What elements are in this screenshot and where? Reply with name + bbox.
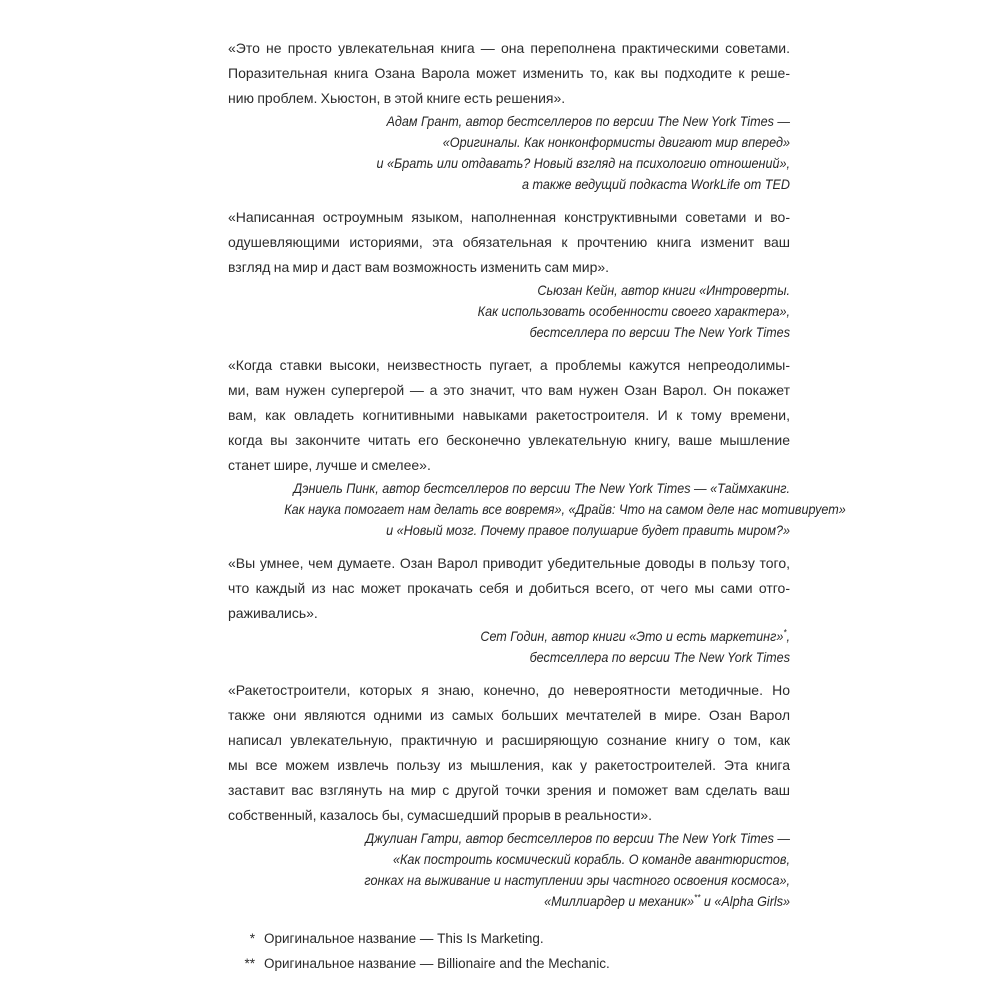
- reviews-section: [228, 36, 846, 922]
- attribution-line: Дэниель Пинк, автор бестселлеров по версии The New York Times — «Таймхакинг.: [293, 480, 790, 496]
- quote-line: «Это не просто увлекательная книга — она переполнена практическими советами.: [228, 40, 790, 56]
- footnote-marker: **: [244, 956, 255, 971]
- review-attribution: [284, 280, 790, 343]
- attribution-line: и «Новый мозг. Почему правое полушарие будет править миром?»: [386, 522, 790, 538]
- review-attribution: [284, 111, 790, 195]
- review-quote: [228, 205, 790, 280]
- review-quote: [228, 353, 790, 478]
- review-attribution: [284, 478, 846, 541]
- quote-line: заставит вас взглянуть на мир с другой точки зрения и поможет вам сделать ваш: [228, 782, 790, 798]
- review-block: [228, 36, 790, 195]
- quote-line: ми, вам нужен супергерой — а это значит, что вам нужен Озан Варол. Он покажет: [228, 382, 790, 398]
- quote-line: написал увлекательную, практичную и расширяющую сознание книгу о том, как: [228, 732, 790, 748]
- footnotes: [228, 926, 790, 976]
- attribution-line: «Как построить космический корабль. О команде авантюристов,: [393, 851, 790, 867]
- attribution-line: Адам Грант, автор бестселлеров по версии The New York Times —: [386, 113, 790, 129]
- quote-line: нию проблем. Хьюстон, в этой книге есть решения».: [228, 90, 566, 106]
- quote-line: станет шире, лучше и смелее».: [228, 457, 431, 473]
- review-attribution: [284, 828, 790, 912]
- quote-line: вам, как овладеть когнитивными навыками ракетостроителя. И к тому времени,: [228, 407, 790, 423]
- quote-line: взгляд на мир и даст вам возможность изменить сам мир».: [228, 259, 610, 275]
- attribution-line: Сьюзан Кейн, автор книги «Интроверты.: [537, 282, 790, 298]
- quote-line: «Написанная остроумным языком, наполненная конструктивными советами и во-: [228, 209, 790, 225]
- review-quote: [228, 678, 790, 828]
- quote-line: «Вы умнее, чем думаете. Озан Варол приводит убедительные доводы в пользу того,: [228, 555, 790, 571]
- quote-line: Поразительная книга Озана Варола может изменить то, как вы подходите к реше-: [228, 65, 790, 81]
- attribution-line: Сет Годин, автор книги «Это и есть маркетинг»*,: [480, 627, 790, 644]
- review-quote: [228, 36, 790, 111]
- review-block: [228, 551, 790, 668]
- quote-line: «Ракетостроители, которых я знаю, конечно, до невероятности методичные. Но: [228, 682, 790, 698]
- footnote-item: [228, 951, 790, 976]
- quote-line: что каждый из нас может прокачать себя и добиться всего, от чего мы сами отго-: [228, 580, 790, 596]
- footnote-item: [228, 926, 790, 951]
- attribution-line: «Оригиналы. Как нонконформисты двигают мир вперед»: [442, 134, 790, 150]
- review-block: [228, 353, 846, 541]
- footnote-text: Оригинальное название — Billionaire and the Mechanic.: [264, 956, 610, 971]
- quote-line: раживались».: [228, 605, 318, 621]
- quote-line: собственный, казалось бы, сумасшедший прорыв в реальности».: [228, 807, 653, 823]
- attribution-line: гонках на выживание и наступлении эры частного освоения космоса»,: [364, 872, 790, 888]
- quote-line: «Когда ставки высоки, неизвестность пугает, а проблемы кажутся непреодолимы-: [228, 357, 790, 373]
- footnote-text: Оригинальное название — This Is Marketing.: [264, 931, 544, 946]
- attribution-line: «Миллиардер и механик»** и «Alpha Girls»: [544, 892, 790, 909]
- review-block: [228, 678, 790, 912]
- attribution-line: бестселлера по версии The New York Times: [529, 324, 790, 340]
- review-attribution: [284, 626, 790, 668]
- review-block: [228, 205, 790, 343]
- quote-line: когда вы закончите читать его бесконечно увлекательную книгу, ваше мышление: [228, 432, 790, 448]
- attribution-line: а также ведущий подкаста WorkLife от TED: [522, 176, 790, 192]
- footnote-marker: *: [249, 931, 255, 946]
- review-quote: [228, 551, 790, 626]
- attribution-line: и «Брать или отдавать? Новый взгляд на психологию отношений»,: [376, 155, 790, 171]
- quote-line: также они являются одними из самых больших мечтателей в мире. Озан Варол: [228, 707, 790, 723]
- attribution-line: бестселлера по версии The New York Times: [529, 649, 790, 665]
- quote-line: одушевляющими историями, эта обязательная к прочтению книга изменит ваш: [228, 234, 790, 250]
- attribution-line: Как наука помогает нам делать все вовремя», «Драйв: Что на самом деле нас мотивирует»: [284, 501, 846, 517]
- quote-line: мы все можем извлечь пользу из мышления, как у ракетостроителей. Эта книга: [228, 757, 790, 773]
- attribution-line: Джулиан Гатри, автор бестселлеров по версии The New York Times —: [365, 830, 790, 846]
- attribution-line: Как использовать особенности своего характера»,: [477, 303, 790, 319]
